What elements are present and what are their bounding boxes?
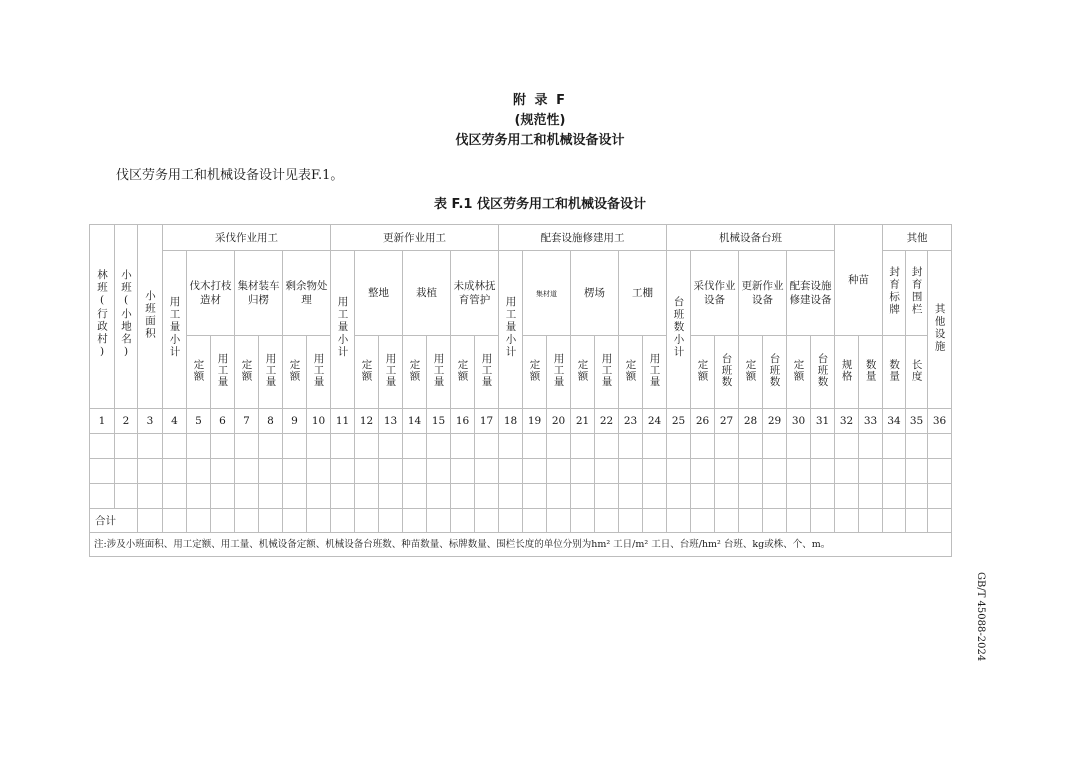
table-cell [547, 484, 571, 509]
column-number: 30 [787, 409, 811, 434]
leaf-qty: 数量 [859, 336, 883, 409]
facility-labor-subtotal: 用工量小计 [499, 251, 523, 409]
table-cell [187, 459, 211, 484]
table-cell [475, 434, 499, 459]
leaf-quota: 定额 [787, 336, 811, 409]
leaf-quota: 定额 [523, 336, 547, 409]
table-cell [307, 459, 331, 484]
header-closure-sign: 封育标牌 [883, 251, 906, 336]
table-cell [90, 459, 115, 484]
table-cell [163, 484, 187, 509]
group-harvest-labor: 采伐作业用工 [163, 225, 331, 251]
column-number: 9 [283, 409, 307, 434]
column-number: 1 [90, 409, 115, 434]
leaf-quota: 定额 [619, 336, 643, 409]
table-cell [331, 484, 355, 509]
table-cell [235, 509, 259, 533]
table-cell [307, 434, 331, 459]
table-cell [928, 459, 952, 484]
table-cell [427, 434, 451, 459]
table-cell [307, 484, 331, 509]
column-number: 21 [571, 409, 595, 434]
table-cell [163, 459, 187, 484]
table-cell [667, 459, 691, 484]
appendix-title: 附 录 F [513, 93, 567, 108]
harvest-labor-subtotal: 用工量小计 [163, 251, 187, 409]
leaf-quota: 定额 [403, 336, 427, 409]
table-cell [451, 434, 475, 459]
group-other: 其他 [883, 225, 952, 251]
header-harvest-equip: 采伐作业设备 [691, 251, 739, 336]
table-caption: 表 F.1 伐区劳务用工和机械设备设计 [433, 197, 646, 212]
table-cell [787, 509, 811, 533]
table-cell [259, 459, 283, 484]
header-closure-fence: 封育围栏 [906, 251, 928, 336]
appendix-subtitle: 伐区劳务用工和机械设备设计 [455, 133, 625, 148]
column-number: 31 [811, 409, 835, 434]
table-cell [138, 509, 163, 533]
column-number: 11 [331, 409, 355, 434]
leaf-labor: 用工量 [307, 336, 331, 409]
table-cell [571, 509, 595, 533]
table-cell [379, 509, 403, 533]
table-cell [355, 459, 379, 484]
table-cell [163, 509, 187, 533]
table-cell [883, 434, 906, 459]
column-number: 5 [187, 409, 211, 434]
standard-number: GB/T 45088-2024 [975, 572, 986, 662]
group-facility-labor: 配套设施修建用工 [499, 225, 667, 251]
column-number: 6 [211, 409, 235, 434]
table-cell [451, 484, 475, 509]
header-forest-compartment: 林班(行政村) [90, 225, 115, 409]
column-number-row [90, 409, 952, 434]
table-row [90, 434, 952, 459]
table-cell [355, 434, 379, 459]
column-number: 8 [259, 409, 283, 434]
table-cell [928, 434, 952, 459]
table-cell [307, 509, 331, 533]
intro-paragraph: 伐区劳务用工和机械设备设计见表F.1。 [116, 168, 344, 183]
table-cell [283, 509, 307, 533]
column-number: 26 [691, 409, 715, 434]
total-row [90, 509, 952, 533]
table-cell [906, 484, 928, 509]
leaf-labor: 用工量 [643, 336, 667, 409]
leaf-labor: 用工量 [379, 336, 403, 409]
leaf-labor: 用工量 [259, 336, 283, 409]
table-cell [211, 459, 235, 484]
table-cell [235, 434, 259, 459]
table-cell [115, 484, 138, 509]
table-cell [859, 434, 883, 459]
leaf-labor: 用工量 [427, 336, 451, 409]
labor-equipment-table [89, 224, 952, 557]
table-cell [691, 509, 715, 533]
table-cell [859, 484, 883, 509]
header-skidding: 集材装车归楞 [235, 251, 283, 336]
table-cell [667, 484, 691, 509]
table-cell [811, 484, 835, 509]
header-felling: 伐木打枝造材 [187, 251, 235, 336]
table-cell [235, 484, 259, 509]
table-cell [331, 509, 355, 533]
table-cell [499, 459, 523, 484]
column-number: 27 [715, 409, 739, 434]
table-cell [283, 484, 307, 509]
column-number: 7 [235, 409, 259, 434]
column-number: 34 [883, 409, 906, 434]
table-cell [619, 434, 643, 459]
table-cell [835, 459, 859, 484]
header-other-facility: 其他设施 [928, 251, 952, 409]
table-cell [211, 509, 235, 533]
table-cell [928, 484, 952, 509]
table-cell [355, 484, 379, 509]
table-cell [90, 484, 115, 509]
column-number: 32 [835, 409, 859, 434]
table-cell [451, 509, 475, 533]
table-cell [427, 484, 451, 509]
table-cell [906, 509, 928, 533]
table-cell [595, 434, 619, 459]
table-cell [763, 434, 787, 459]
table-cell [859, 509, 883, 533]
table-cell [715, 459, 739, 484]
column-number: 17 [475, 409, 499, 434]
table-cell [739, 434, 763, 459]
table-cell [787, 484, 811, 509]
leaf-shift: 台班数 [715, 336, 739, 409]
table-cell [499, 434, 523, 459]
table-cell [763, 459, 787, 484]
group-machine-shifts: 机械设备台班 [667, 225, 835, 251]
leaf-quota: 定额 [235, 336, 259, 409]
header-renewal-equip: 更新作业设备 [739, 251, 787, 336]
leaf-labor: 用工量 [547, 336, 571, 409]
table-cell [283, 459, 307, 484]
table-cell [523, 484, 547, 509]
table-cell [595, 484, 619, 509]
header-area: 小班面积 [138, 225, 163, 409]
column-number: 3 [138, 409, 163, 434]
table-cell [90, 434, 115, 459]
table-cell [259, 509, 283, 533]
table-cell [859, 459, 883, 484]
header-facility-equip: 配套设施修建设备 [787, 251, 835, 336]
column-number: 13 [379, 409, 403, 434]
header-young-forest: 未成林抚育管护 [451, 251, 499, 336]
table-cell [595, 509, 619, 533]
column-number: 33 [859, 409, 883, 434]
table-cell [451, 459, 475, 484]
table-cell [187, 484, 211, 509]
table-cell [499, 484, 523, 509]
column-number: 14 [403, 409, 427, 434]
column-number: 24 [643, 409, 667, 434]
table-cell [763, 484, 787, 509]
table-cell [571, 484, 595, 509]
leaf-labor: 用工量 [475, 336, 499, 409]
table-cell [691, 434, 715, 459]
table-cell [187, 434, 211, 459]
header-residue: 剩余物处理 [283, 251, 331, 336]
table-cell [211, 484, 235, 509]
table-cell [739, 509, 763, 533]
table-cell [619, 509, 643, 533]
table-cell [138, 434, 163, 459]
table-cell [643, 509, 667, 533]
table-cell [259, 484, 283, 509]
leaf-qty: 数量 [883, 336, 906, 409]
leaf-quota: 定额 [739, 336, 763, 409]
table-cell [331, 459, 355, 484]
table-cell [138, 484, 163, 509]
header-seedling: 种苗 [835, 225, 883, 336]
table-cell [715, 509, 739, 533]
column-number: 16 [451, 409, 475, 434]
column-number: 19 [523, 409, 547, 434]
table-cell [883, 459, 906, 484]
table-cell [691, 484, 715, 509]
leaf-length: 长度 [906, 336, 928, 409]
table-cell [619, 484, 643, 509]
leaf-shift: 台班数 [763, 336, 787, 409]
table-cell [547, 459, 571, 484]
column-number: 25 [667, 409, 691, 434]
table-cell [928, 509, 952, 533]
leaf-quota: 定额 [451, 336, 475, 409]
total-label: 合计 [90, 509, 138, 533]
table-cell [883, 509, 906, 533]
table-cell [283, 434, 307, 459]
table-row [90, 459, 952, 484]
table-cell [475, 459, 499, 484]
column-number: 20 [547, 409, 571, 434]
table-cell [379, 434, 403, 459]
table-row [90, 484, 952, 509]
column-number: 35 [906, 409, 928, 434]
table-cell [427, 459, 451, 484]
table-cell [667, 434, 691, 459]
table-cell [739, 459, 763, 484]
appendix-type: (规范性) [514, 113, 566, 128]
leaf-spec: 规格 [835, 336, 859, 409]
table-cell [835, 484, 859, 509]
table-cell [355, 509, 379, 533]
table-cell [235, 459, 259, 484]
table-cell [906, 434, 928, 459]
table-cell [379, 459, 403, 484]
table-cell [739, 484, 763, 509]
renewal-labor-subtotal: 用工量小计 [331, 251, 355, 409]
table-cell [571, 434, 595, 459]
table-cell [427, 509, 451, 533]
table-cell [835, 434, 859, 459]
header-skid-road: 集材道 [523, 251, 571, 336]
column-number: 4 [163, 409, 187, 434]
table-cell [163, 434, 187, 459]
table-cell [403, 434, 427, 459]
leaf-quota: 定额 [691, 336, 715, 409]
column-number: 29 [763, 409, 787, 434]
table-note: 注:涉及小班面积、用工定额、用工量、机械设备定额、机械设备台班数、种苗数量、标牌数量、围栏长度的单位分别为hm² 工日/m² 工日、台班/hm² 台班、kg或株、个、m。 [90, 533, 952, 557]
table-cell [883, 484, 906, 509]
table-cell [811, 509, 835, 533]
table-cell [715, 484, 739, 509]
table-cell [547, 509, 571, 533]
table-cell [787, 434, 811, 459]
column-number: 2 [115, 409, 138, 434]
header-site-prep: 整地 [355, 251, 403, 336]
group-renewal-labor: 更新作业用工 [331, 225, 499, 251]
leaf-quota: 定额 [571, 336, 595, 409]
table-cell [643, 434, 667, 459]
table-cell [403, 484, 427, 509]
leaf-quota: 定额 [187, 336, 211, 409]
table-cell [811, 459, 835, 484]
table-cell [475, 509, 499, 533]
leaf-quota: 定额 [283, 336, 307, 409]
header-shed: 工棚 [619, 251, 667, 336]
table-cell [115, 434, 138, 459]
column-number: 10 [307, 409, 331, 434]
table-cell [523, 434, 547, 459]
machine-shift-subtotal: 台班数小计 [667, 251, 691, 409]
table-cell [523, 509, 547, 533]
table-cell [667, 509, 691, 533]
table-cell [211, 434, 235, 459]
table-cell [403, 509, 427, 533]
table-cell [835, 509, 859, 533]
table-cell [906, 459, 928, 484]
header-planting: 栽植 [403, 251, 451, 336]
leaf-labor: 用工量 [211, 336, 235, 409]
table-cell [547, 434, 571, 459]
table-cell [715, 434, 739, 459]
column-number: 28 [739, 409, 763, 434]
column-number: 15 [427, 409, 451, 434]
table-cell [187, 509, 211, 533]
table-cell [595, 459, 619, 484]
column-number: 12 [355, 409, 379, 434]
table-cell [691, 459, 715, 484]
table-cell [379, 484, 403, 509]
table-cell [331, 434, 355, 459]
leaf-labor: 用工量 [595, 336, 619, 409]
table-cell [571, 459, 595, 484]
header-subcompartment: 小班(小地名) [115, 225, 138, 409]
table-cell [115, 459, 138, 484]
table-cell [643, 459, 667, 484]
table-cell [475, 484, 499, 509]
table-cell [763, 509, 787, 533]
table-cell [523, 459, 547, 484]
header-landing: 楞场 [571, 251, 619, 336]
leaf-quota: 定额 [355, 336, 379, 409]
table-cell [643, 484, 667, 509]
table-cell [138, 459, 163, 484]
column-number: 23 [619, 409, 643, 434]
table-cell [259, 434, 283, 459]
column-number: 22 [595, 409, 619, 434]
leaf-shift: 台班数 [811, 336, 835, 409]
table-cell [619, 459, 643, 484]
table-cell [811, 434, 835, 459]
table-cell [499, 509, 523, 533]
table-cell [787, 459, 811, 484]
column-number: 36 [928, 409, 952, 434]
column-number: 18 [499, 409, 523, 434]
table-cell [403, 459, 427, 484]
